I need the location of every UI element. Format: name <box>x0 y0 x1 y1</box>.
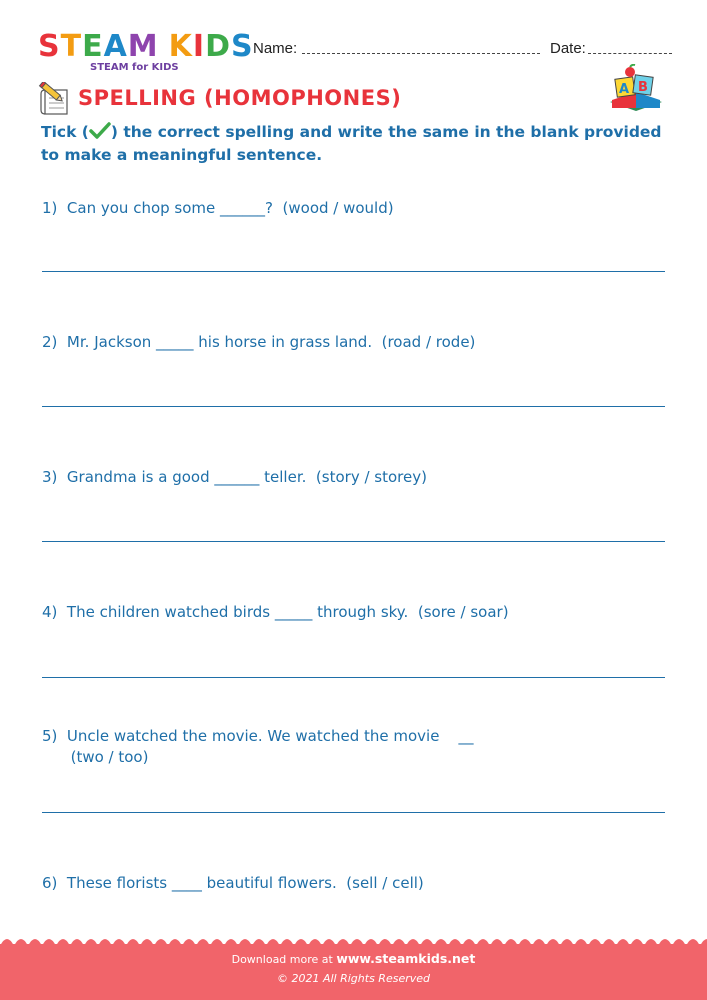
instructions-after: ) the correct spelling and write the same in the blank provided to make a meaningful sentence. <box>41 123 662 164</box>
question-item: 4) The children watched birds _____ through sky. (sore / soar) <box>42 603 509 621</box>
steam-kids-logo <box>38 29 254 73</box>
question-item: 1) Can you chop some ______? (wood / would) <box>42 199 394 217</box>
logo-letter: A <box>103 29 128 64</box>
logo-letter: M <box>127 29 159 64</box>
question-item: 3) Grandma is a good ______ teller. (story / storey) <box>42 468 427 486</box>
logo-wordmark <box>38 29 254 64</box>
logo-letter: D <box>205 29 231 64</box>
svg-text:B: B <box>638 80 648 95</box>
checkmark-icon <box>89 122 111 140</box>
logo-letter: S <box>230 29 254 64</box>
footer-download <box>0 951 707 966</box>
question-item-continued: (two / too) <box>42 748 149 766</box>
question-item: 2) Mr. Jackson _____ his horse in grass land. (road / rode) <box>42 333 476 351</box>
answer-line[interactable] <box>42 406 665 407</box>
logo-tagline: STEAM for KIDS <box>90 62 179 73</box>
logo-letter: I <box>192 29 206 64</box>
answer-line[interactable] <box>42 541 665 542</box>
worksheet-title: SPELLING (HOMOPHONES) <box>78 86 402 110</box>
svg-text:A: A <box>619 82 630 97</box>
footer-url-link[interactable]: www.steamkids.net <box>336 951 476 966</box>
name-field[interactable] <box>302 53 540 54</box>
logo-letter: E <box>82 29 104 64</box>
abc-book-icon <box>606 64 664 114</box>
question-item: 6) These florists ____ beautiful flowers. (sell / cell) <box>42 874 424 892</box>
instructions-before: Tick ( <box>41 123 89 141</box>
footer-copyright: © 2021 All Rights Reserved <box>276 972 430 985</box>
footer-download-text: Download more at <box>231 953 337 966</box>
logo-letter: S <box>38 29 61 64</box>
answer-line[interactable] <box>42 812 665 813</box>
answer-line[interactable] <box>42 677 665 678</box>
instructions <box>41 121 671 167</box>
pencil-paper-icon <box>36 82 72 118</box>
answer-line[interactable] <box>42 271 665 272</box>
question-item: 5) Uncle watched the movie. We watched the movie __ <box>42 727 474 745</box>
logo-letter: K <box>168 29 193 64</box>
logo-letter: T <box>60 29 83 64</box>
date-label: Date: <box>550 40 586 57</box>
date-field[interactable] <box>588 53 672 54</box>
name-label: Name: <box>253 40 298 57</box>
